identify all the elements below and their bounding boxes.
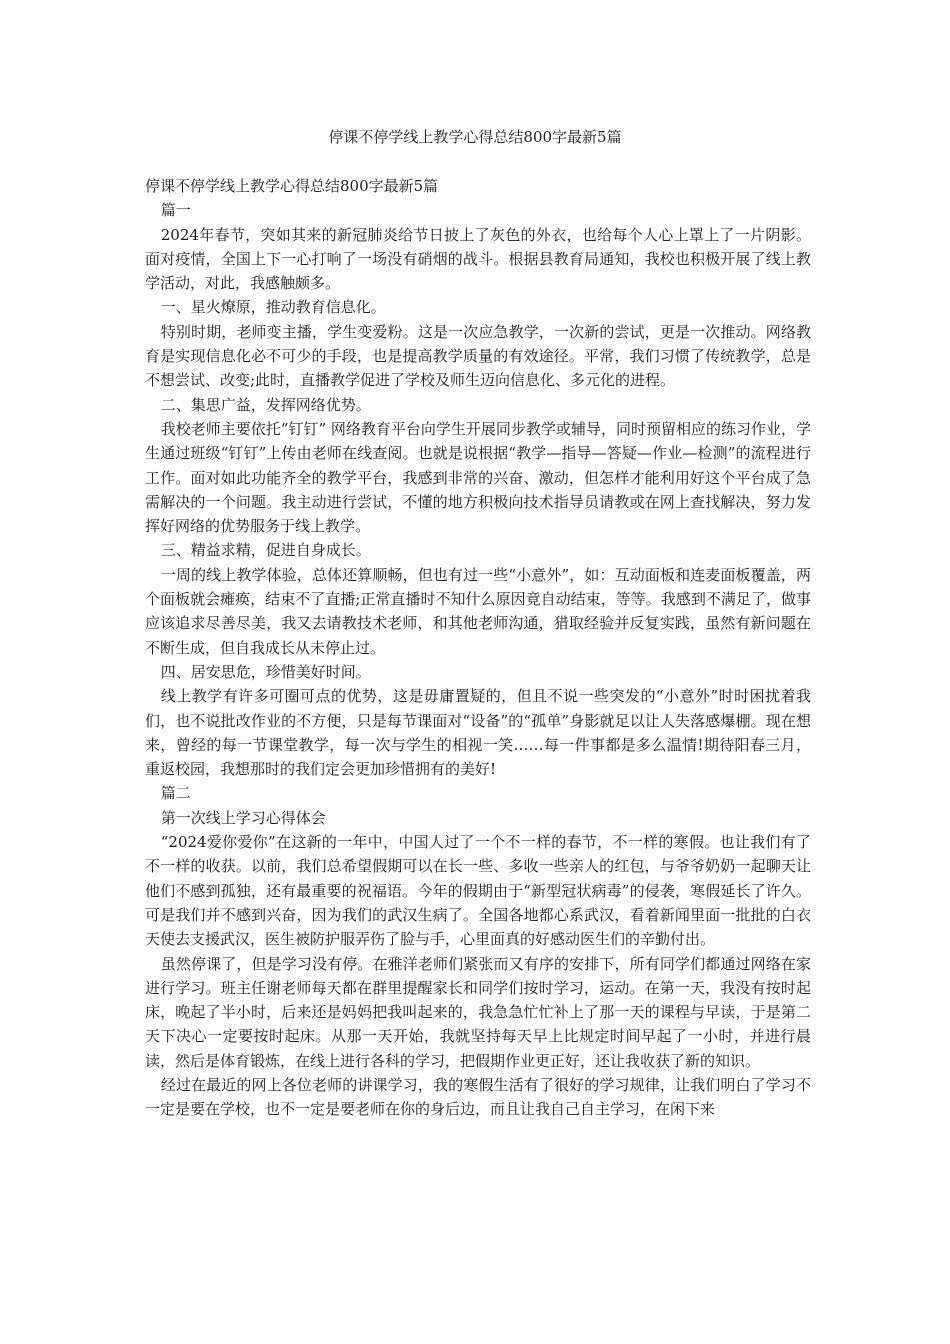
paragraph: 我校老师主要依托“钉钉” 网络教育平台向学生开展同步教学或辅导，同时预留相应的练习作业，学生通过班级“钉钉”上传由老师在线查阅。也就是说根据“教学—指导—答疑—作业—检测”的流程进行工作。面对如此功能齐全的教学平台，我感到非常的兴奋、激动，但怎样才能利用好这个平台成了急需解决的一个问题。我主动进行尝试，不懂的地方积极向技术指导员请教或在网上查找解决，努力发挥好网络的优势服务于线上教学。 — [145, 419, 811, 536]
section-heading: 四、居安思危，珍惜美好时间。 — [160, 662, 371, 681]
section-heading: 一、星火燎原，推动教育信息化。 — [160, 298, 386, 317]
paragraph: 2024年春节，突如其来的新冠肺炎给节日披上了灰色的外衣，也给每个人心上罩上了一片阴影。面对疫情，全国上下一心打响了一场没有硝烟的战斗。根据县教育局通知，我校也积极开展了线上教学活动，对此，我感触颇多。 — [145, 225, 811, 293]
document-title: 停课不停学线上教学心得总结800字最新5篇 — [328, 128, 622, 146]
section-heading: 二、集思广益，发挥网络优势。 — [160, 395, 371, 414]
document-subtitle: 停课不停学线上教学心得总结800字最新5篇 — [145, 177, 439, 195]
paragraph: 经过在最近的网上各位老师的讲课学习，我的寒假生活有了很好的学习规律，让我们明白了学习不一定是要在学校，也不一定是要老师在你的身后边，而且让我自己自主学习，在闲下来 — [145, 1075, 811, 1119]
paragraph: 线上教学有许多可圈可点的优势，这是毋庸置疑的，但且不说一些突发的“小意外”时时困扰着我们，也不说批改作业的不方便，只是每节课面对“设备”的“孤单”身影就足以让人失落感爆棚。现在想来，曾经的每一节课堂教学，每一次与学生的相视一笑……每一件事都是多么温情!期待阳春三月，重返校园，我想那时的我们定会更加珍惜拥有的美好! — [145, 687, 811, 779]
paragraph: 一周的线上教学体验，总体还算顺畅，但也有过一些“小意外”，如：互动面板和连麦面板覆盖，两个面板就会瘫痪，结束不了直播;正常直播时不知什么原因竟自动结束，等等。我感到不满足了，做事应该追求尽善尽美，我又去请教技术老师，和其他老师沟通，猎取经验并反复实践，虽然有新问题在不断生成，但自我成长从未停止过。 — [145, 565, 811, 657]
paragraph: 特别时期，老师变主播，学生变爱粉。这是一次应急教学，一次新的尝试，更是一次推动。网络教育是实现信息化必不可少的手段，也是提高教学质量的有效途径。平常，我们习惯了传统教学，总是不想尝试、改变;此时，直播教学促进了学校及师生迈向信息化、多元化的进程。 — [145, 322, 811, 390]
section-heading: 第一次线上学习心得体会 — [160, 808, 326, 827]
section-heading: 三、精益求精，促进自身成长。 — [160, 541, 371, 560]
document-body — [145, 174, 811, 1122]
section-label-part-two: 篇二 — [160, 784, 191, 803]
paragraph: “2024爱你爱你”在这新的一年中，中国人过了一个不一样的春节，不一样的寒假。也让我们有了不一样的收获。以前，我们总希望假期可以在长一些、多收一些亲人的红包，与爷爷奶奶一起聊天让他们不感到孤独，还有最重要的祝福语。今年的假期由于“新型冠状病毒”的侵袭，寒假延长了许久。可是我们并不感到兴奋，因为我们的武汉生病了。全国各地都心系武汉，看着新闻里面一批批的白衣天使去支援武汉，医生被防护服弄伤了脸与手，心里面真的好感动医生们的辛勤付出。 — [145, 833, 811, 949]
section-label-part-one: 篇一 — [160, 201, 191, 220]
paragraph: 虽然停课了，但是学习没有停。在雅洋老师们紧张而又有序的安排下，所有同学们都通过网络在家进行学习。班主任谢老师每天都在群里提醒家长和同学们按时学习，运动。在第一天，我没有按时起床，晚起了半小时，后来还是妈妈把我叫起来的，我急急忙忙补上了那一天的课程与早读，于是第二天下决心一定要按时起床。从那一天开始，我就坚持每天早上比规定时间早起了一小时，并进行晨读，然后是体育锻炼，在线上进行各科的学习，把假期作业更正好，还让我收获了新的知识。 — [145, 954, 811, 1070]
